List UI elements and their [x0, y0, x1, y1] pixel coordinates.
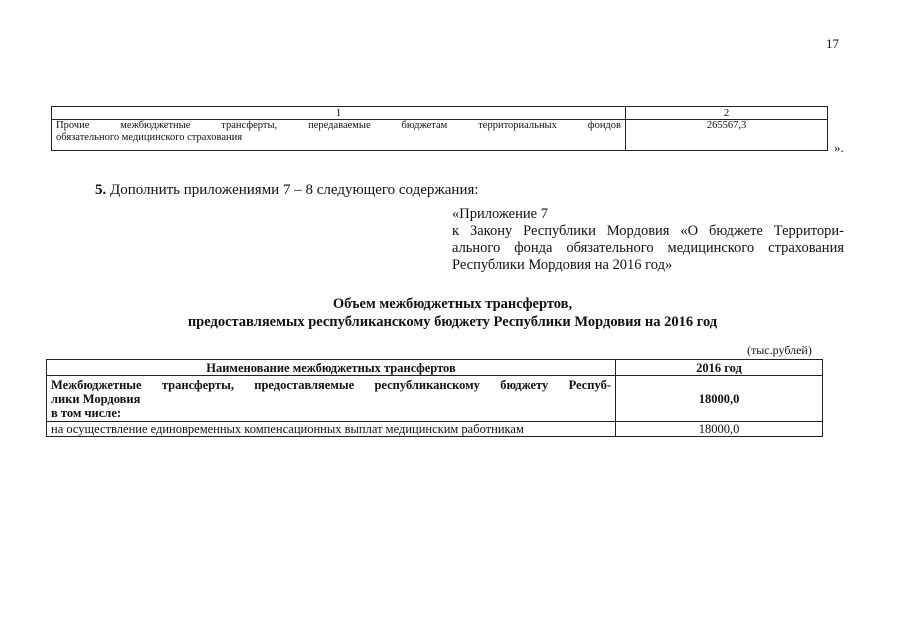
header-transfer-name: Наименование межбюджетных трансфертов — [47, 360, 616, 376]
appendix-line-4: Республики Мордовия на 2016 год» — [452, 257, 673, 273]
compensation-transfer-name-cell: на осуществление единовременных компенсационных выплат медицинским работникам — [47, 422, 616, 437]
column-number-2: 2 — [626, 107, 828, 120]
total-name-line3: в том числе: — [51, 405, 122, 420]
appendix-line-1: «Приложение 7 — [452, 206, 548, 222]
transfer-name-line2: обязательного медицинского страхования — [56, 132, 243, 143]
appendix-line-3: ального фонда обязательного медицинского страхования — [452, 240, 844, 256]
instruction-text: Дополнить приложениями 7 – 8 следующего содержания: — [110, 182, 479, 198]
compensation-value-cell: 18000,0 — [616, 422, 823, 437]
table-row — [47, 376, 823, 422]
transfers-table-fragment — [51, 106, 828, 151]
instruction-paragraph — [95, 182, 479, 199]
total-value-cell: 18000,0 — [616, 376, 823, 422]
appendix-line-2: к Закону Республики Мордовия «О бюджете Территори- — [452, 223, 844, 239]
table-header-row — [47, 360, 823, 376]
units-label: (тыс.рублей) — [747, 343, 812, 357]
appendix-header — [452, 206, 844, 274]
total-name-line2: лики Мордовия — [51, 391, 141, 406]
transfer-value-cell: 265567,3 — [626, 120, 828, 151]
transfer-name-line1: Прочие межбюджетные трансферты, передаваемые бюджетам территориальных фондов — [56, 120, 621, 131]
table-header-row — [52, 107, 828, 120]
document-title-line1: Объем межбюджетных трансфертов, — [332, 296, 573, 312]
document-title-line2: предоставляемых республиканскому бюджету Республики Мордовия на 2016 год — [187, 314, 718, 330]
intergovernmental-transfers-table — [46, 359, 823, 437]
column-number-1: 1 — [52, 107, 626, 120]
total-name-line1: Межбюджетные трансферты, предоставляемые республиканскому бюджету Респуб- — [51, 377, 611, 392]
table-row — [47, 422, 823, 437]
header-year: 2016 год — [616, 360, 823, 376]
closing-quote-mark: ». — [834, 140, 844, 155]
total-transfer-name-cell — [47, 376, 616, 422]
transfer-name-cell — [52, 120, 626, 151]
instruction-number: 5. — [95, 182, 107, 198]
page-number: 17 — [826, 36, 839, 51]
table-row — [52, 120, 828, 151]
